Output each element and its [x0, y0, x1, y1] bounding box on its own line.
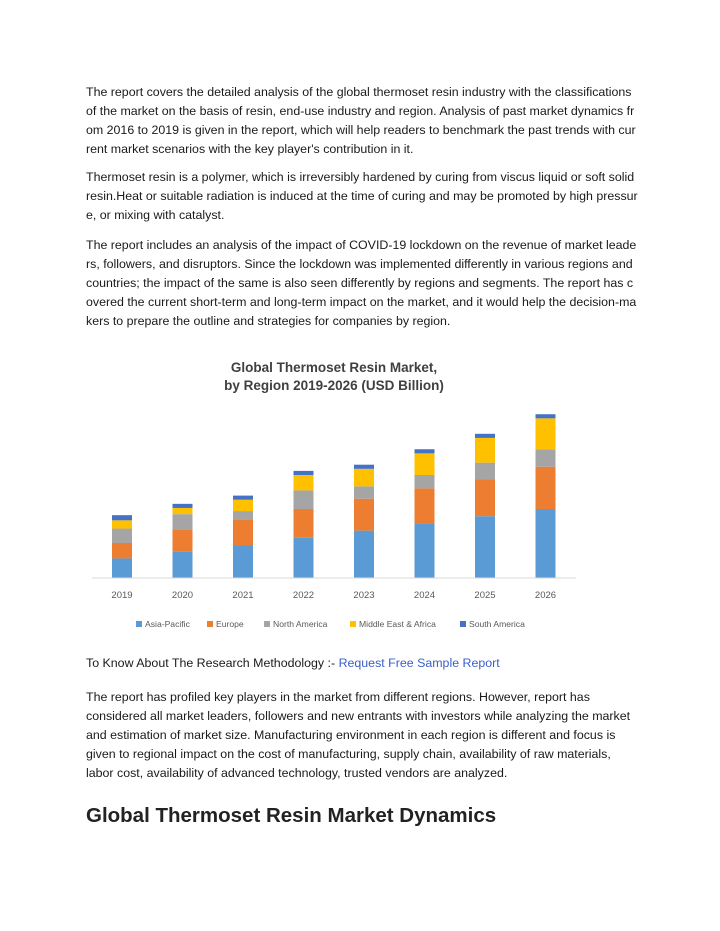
legend-swatch — [460, 621, 466, 627]
bar-segment-asia-pacific-2026 — [536, 509, 556, 578]
x-tick-label: 2024 — [413, 590, 436, 601]
bar-segment-asia-pacific-2021 — [233, 545, 253, 578]
bar-segment-asia-pacific-2024 — [415, 523, 435, 578]
bar-segment-middle-east-africa-2022 — [294, 475, 314, 490]
bar-segment-europe-2020 — [173, 530, 193, 552]
bar-segment-europe-2022 — [294, 509, 314, 538]
bar-segment-middle-east-africa-2021 — [233, 500, 253, 511]
x-tick-label: 2022 — [292, 590, 315, 601]
bar-segment-south-america-2025 — [475, 434, 495, 438]
bar-segment-north-america-2025 — [475, 463, 495, 479]
bar-segment-north-america-2026 — [536, 449, 556, 467]
x-tick-label: 2025 — [474, 590, 496, 601]
bar-segment-asia-pacific-2022 — [294, 538, 314, 578]
bar-segment-middle-east-africa-2025 — [475, 438, 495, 463]
bar-segment-south-america-2021 — [233, 496, 253, 500]
intro-paragraph: The report covers the detailed analysis of the global thermoset resin industry with the classifications of the market on the basis of resin, end-use industry and region. Analysis of past market dynamics from 2016 to 2019 is given in the report, which will help readers to benchmark the past trends with current market scenarios with the key player's contribution in it. — [86, 85, 636, 156]
legend-swatch — [350, 621, 356, 627]
chart-title-line1: Global Thermoset Resin Market, — [230, 360, 438, 375]
bar-segment-middle-east-africa-2024 — [415, 453, 435, 475]
methodology-prefix: To Know About The Research Methodology :- — [86, 656, 339, 670]
bar-segment-middle-east-africa-2023 — [354, 469, 374, 487]
bar-segment-north-america-2019 — [112, 529, 132, 543]
x-tick-label: 2020 — [171, 590, 194, 601]
legend-swatch — [136, 621, 142, 627]
legend-label: South America — [469, 619, 525, 629]
x-tick-label: 2023 — [353, 590, 375, 601]
legend-swatch — [207, 621, 213, 627]
methodology-line — [86, 654, 500, 673]
key-players-paragraph: The report has profiled key players in the market from different regions. However, report has considered all market leaders, followers and new entrants with investors while analyzing the market and estimation of market size. Manufacturing environment in each region is different and focus is given to regional impact on the cost of manufacturing, supply chain, availability of raw materials, labor cost, availability of advanced technology, trusted vendors are analyzed. — [86, 690, 631, 780]
legend-label: Middle East & Africa — [359, 619, 436, 629]
bar-segment-europe-2025 — [475, 479, 495, 516]
covid-impact-paragraph: The report includes an analysis of the impact of COVID-19 lockdown on the revenue of market leaders, followers, and disruptors. Since the lockdown was implemented differently in various regions and countries; the impact of the same is also seen differently by regions and segments. The report has covered the current short-term and long-term impact on the market, and it would help the decision-makers to prepare the outline and strategies for companies by region. — [86, 238, 637, 328]
bar-segment-north-america-2020 — [173, 514, 193, 529]
bar-segment-asia-pacific-2019 — [112, 558, 132, 578]
bar-segment-europe-2026 — [536, 467, 556, 509]
bar-segment-middle-east-africa-2026 — [536, 418, 556, 449]
request-sample-link[interactable]: Request Free Sample Report — [338, 656, 500, 670]
bar-segment-asia-pacific-2020 — [173, 551, 193, 578]
x-tick-label: 2019 — [111, 590, 133, 601]
bar-segment-south-america-2023 — [354, 465, 374, 469]
bar-segment-europe-2023 — [354, 499, 374, 531]
legend-swatch — [264, 621, 270, 627]
x-tick-label: 2026 — [534, 590, 557, 601]
bar-segment-asia-pacific-2023 — [354, 531, 374, 578]
bar-segment-europe-2019 — [112, 543, 132, 558]
legend-label: North America — [273, 619, 328, 629]
bar-segment-europe-2024 — [415, 488, 435, 523]
chart-title-line2: by Region 2019-2026 (USD Billion) — [224, 378, 444, 393]
bar-segment-middle-east-africa-2019 — [112, 520, 132, 528]
market-by-region-chart — [86, 350, 646, 640]
chart-bars — [112, 414, 556, 578]
bar-segment-south-america-2020 — [173, 504, 193, 508]
bar-segment-south-america-2019 — [112, 515, 132, 520]
section-heading: Global Thermoset Resin Market Dynamics — [86, 804, 497, 827]
chart-legend — [136, 619, 525, 629]
bar-segment-north-america-2021 — [233, 511, 253, 519]
bar-segment-north-america-2022 — [294, 490, 314, 509]
bar-segment-asia-pacific-2025 — [475, 516, 495, 578]
bar-segment-middle-east-africa-2020 — [173, 508, 193, 514]
bar-segment-north-america-2023 — [354, 486, 374, 498]
legend-label: Asia-Pacific — [145, 619, 190, 629]
bar-segment-south-america-2026 — [536, 414, 556, 418]
legend-label: Europe — [216, 619, 244, 629]
bar-segment-south-america-2022 — [294, 471, 314, 475]
bar-segment-south-america-2024 — [415, 449, 435, 453]
definition-paragraph: Thermoset resin is a polymer, which is irreversibly hardened by curing from viscus liquid or soft solid resin.Heat or suitable radiation is induced at the time of curing and may be promoted by high pressure, or mixing with catalyst. — [86, 170, 638, 222]
x-axis-labels — [111, 590, 556, 601]
x-tick-label: 2021 — [232, 590, 254, 601]
bar-segment-north-america-2024 — [415, 475, 435, 488]
bar-segment-europe-2021 — [233, 519, 253, 545]
